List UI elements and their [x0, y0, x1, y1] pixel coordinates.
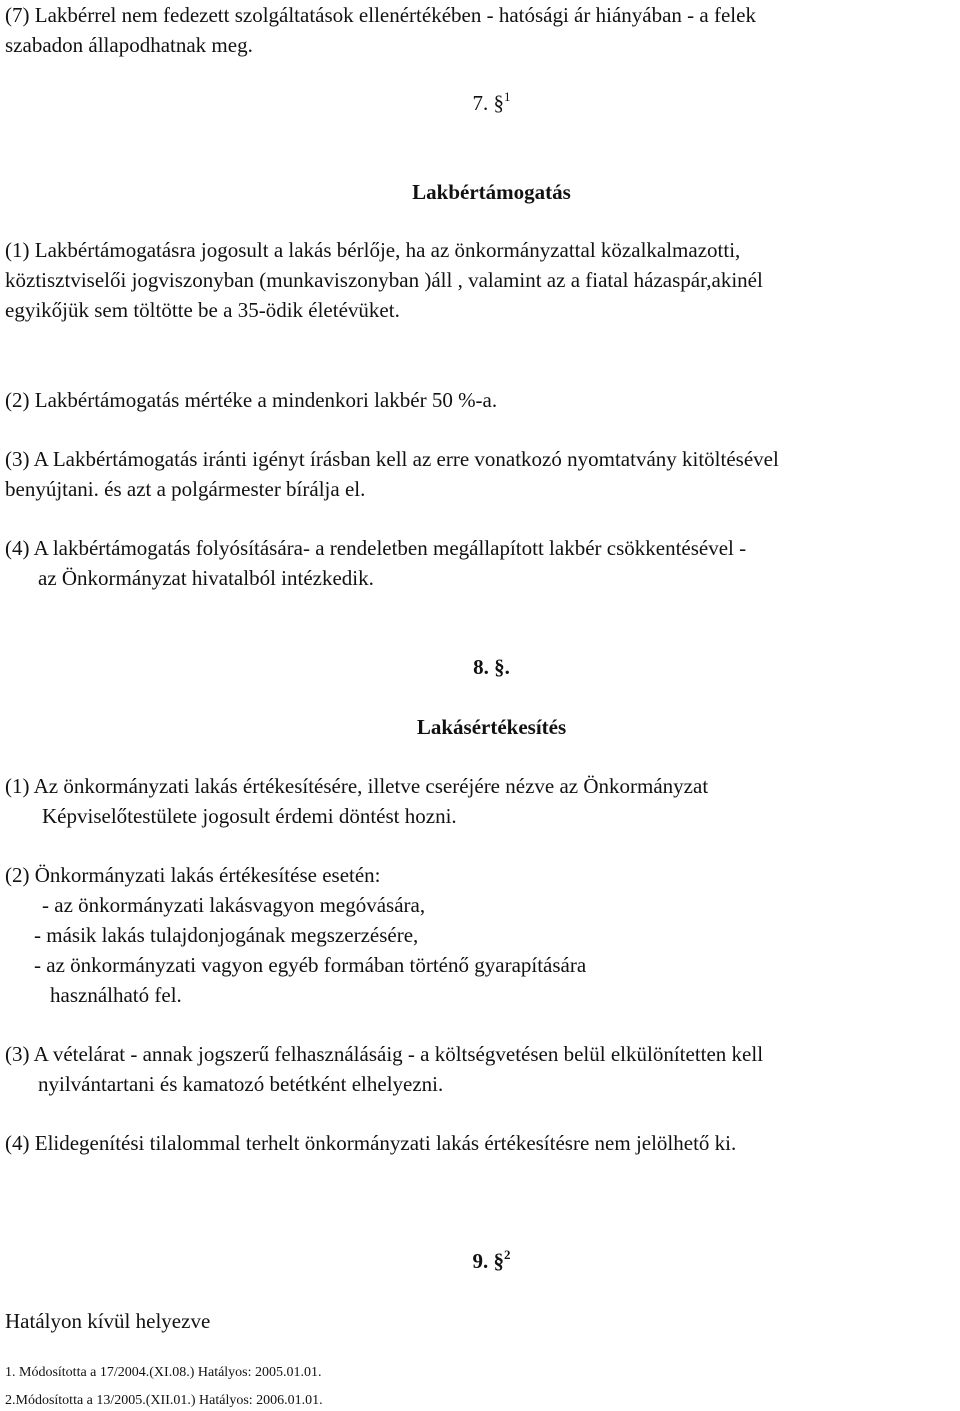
- section-7-heading: [5, 88, 958, 118]
- section-8-p1-line-1: (1) Az önkormányzati lakás értékesítésére, illetve cseréjére nézve az Önkormányzat: [5, 774, 709, 798]
- paragraph-7-line-2: szabadon állapodhatnak meg.: [5, 33, 253, 57]
- section-9-number: 9. §: [472, 1249, 504, 1273]
- section-7-p1-line-2: köztisztviselői jogviszonyban (munkaviszonyban )áll , valamint az a fiatal házaspár,akinél: [5, 268, 763, 292]
- section-7-footnote-ref: 1: [504, 89, 511, 104]
- section-8-p2-item-2: - másik lakás tulajdonjogának megszerzésére,: [34, 923, 419, 947]
- section-7-p3-line-1: (3) A Lakbértámogatás iránti igényt írásban kell az erre vonatkozó nyomtatvány kitöltésével: [5, 447, 779, 471]
- section-7-p4-line-1: (4) A lakbértámogatás folyósítására- a rendeletben megállapított lakbér csökkentésével -: [5, 536, 747, 560]
- section-7-title: Lakbértámogatás: [412, 180, 571, 204]
- section-7-p1-line-1: (1) Lakbértámogatásra jogosult a lakás bérlője, ha az önkormányzattal közalkalmazotti,: [5, 238, 741, 262]
- section-8-p2-item-3: - az önkormányzati vagyon egyéb formában történő gyarapítására: [34, 953, 587, 977]
- footnote-2: 2.Módosította a 13/2005.(XII.01.) Hatályos: 2006.01.01.: [5, 1393, 323, 1408]
- section-8-p2-tail: használható fel.: [50, 983, 182, 1007]
- section-9-heading: [5, 1246, 958, 1276]
- section-7-number: 7. §: [472, 91, 504, 115]
- section-8-p4: (4) Elidegenítési tilalommal terhelt önkormányzati lakás értékesítésre nem jelölhető ki.: [5, 1131, 737, 1155]
- section-7-p2: (2) Lakbértámogatás mértéke a mindenkori lakbér 50 %-a.: [5, 388, 498, 412]
- section-9-footnote-ref: 2: [504, 1247, 511, 1262]
- section-8-title: Lakásértékesítés: [416, 715, 567, 739]
- section-8-p2-intro: (2) Önkormányzati lakás értékesítése esetén:: [5, 863, 381, 887]
- section-7-p4-line-2: az Önkormányzat hivatalból intézkedik.: [38, 566, 374, 590]
- footnote-1: 1. Módosította a 17/2004.(XI.08.) Hatályos: 2005.01.01.: [5, 1365, 322, 1380]
- paragraph-7-line-1: (7) Lakbérrel nem fedezett szolgáltatások ellenértékében - hatósági ár hiányában - a felek: [5, 3, 756, 27]
- section-8-p3-line-2: nyilvántartani és kamatozó betétként elhelyezni.: [38, 1072, 444, 1096]
- section-7-p3-line-2: benyújtani. és azt a polgármester bírálja el.: [5, 477, 366, 501]
- section-8-p1-line-2: Képviselőtestülete jogosult érdemi döntést hozni.: [42, 804, 457, 828]
- section-8-number: 8. §.: [473, 655, 510, 679]
- section-7-p1-line-3: egyikőjük sem töltötte be a 35-ödik életévüket.: [5, 298, 400, 322]
- section-8-p2-item-1: - az önkormányzati lakásvagyon megóvására,: [42, 893, 426, 917]
- section-8-p3-line-1: (3) A vételárat - annak jogszerű felhasználásáig - a költségvetésen belül elkülönítetten kell: [5, 1042, 764, 1066]
- section-9-status: Hatályon kívül helyezve: [5, 1309, 211, 1333]
